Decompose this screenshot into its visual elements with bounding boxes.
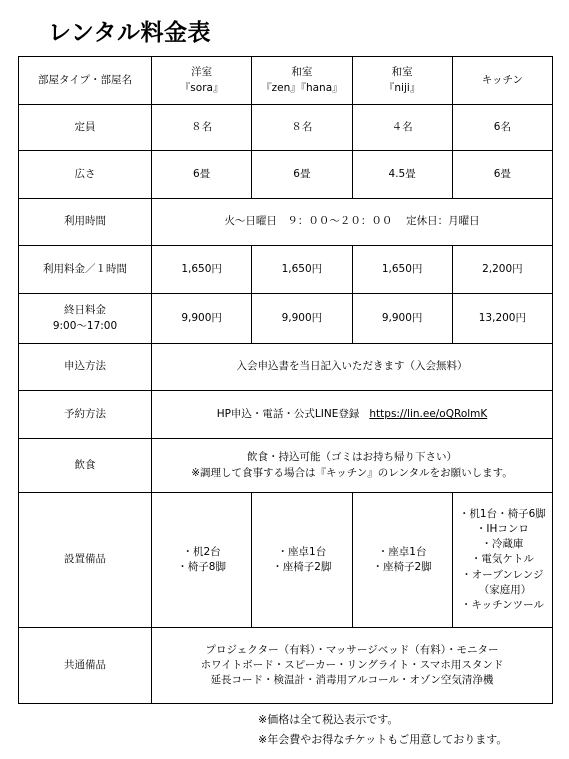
room-name: 『zen』『hana』 [261, 81, 343, 94]
room-header-zen-hana [252, 57, 352, 105]
table-row-size [19, 151, 553, 199]
food-cell [152, 439, 553, 493]
shared-item-line: ホワイトボード・スピーカー・リングライト・スマホ用スタンド [200, 658, 504, 671]
row-label-capacity: 定員 [19, 105, 152, 151]
equipment-item: ・座卓1台 [277, 545, 327, 558]
row-label-size: 広さ [19, 151, 152, 199]
reserve-methods: HP申込・電話・公式LINE登録 [216, 407, 360, 420]
apply-cell: 入会申込書を当日記入いただきます（入会無料） [152, 344, 553, 391]
equipment-item: ・椅子8脚 [177, 561, 226, 573]
equipment-item: ・座椅子2脚 [372, 561, 432, 573]
room-type: 洋室 [191, 66, 213, 79]
room-type: 和室 [391, 66, 413, 79]
row-label-hours: 利用時間 [19, 199, 152, 246]
footnotes [258, 710, 507, 750]
size-cell: 6畳 [152, 151, 252, 199]
line-link[interactable]: https://lin.ee/oQRolmK [369, 407, 488, 420]
page-title: レンタル料金表 [48, 20, 212, 46]
size-cell: 6畳 [252, 151, 352, 199]
row-label-food: 飲食 [19, 439, 152, 493]
table-row-room-header [19, 57, 553, 105]
room-type: キッチン [481, 73, 523, 86]
rental-price-table [18, 56, 553, 704]
table-row-food [19, 439, 553, 493]
equipment-item: ・電気ケトル [470, 553, 534, 566]
capacity-cell: ８名 [252, 105, 352, 151]
room-header-sora [152, 57, 252, 105]
reserve-cell [152, 391, 553, 439]
table-row-hours [19, 199, 553, 246]
table-row-reserve [19, 391, 553, 439]
shared-item-line: 延長コード・検温計・消毒用アルコール・オゾン空気清浄機 [210, 674, 494, 687]
room-name: 『sora』 [179, 81, 224, 94]
equipment-item: ・机1台・椅子6脚 [458, 507, 546, 520]
daily-fee-cell: 9,900円 [352, 294, 452, 344]
daily-fee-time: 9:00〜17:00 [52, 319, 118, 332]
shared-item-line: プロジェクター（有料）・マッサージベッド（有料）・モニター [205, 643, 499, 656]
daily-fee-label: 終日料金 [64, 304, 106, 317]
row-label-apply: 申込方法 [19, 344, 152, 391]
row-label-daily-fee [19, 294, 152, 344]
daily-fee-cell: 13,200円 [452, 294, 552, 344]
room-name: 『niji』 [383, 81, 421, 94]
equipment-item: ・机2台 [182, 545, 221, 558]
equipment-kitchen [452, 493, 552, 628]
table-row-equipment [19, 493, 553, 628]
equipment-item: ・座卓1台 [377, 545, 427, 558]
equipment-item: ・オーブンレンジ [461, 568, 544, 581]
table-row-shared-equipment [19, 628, 553, 704]
room-type: 和室 [291, 66, 313, 79]
capacity-cell: ８名 [152, 105, 252, 151]
hourly-fee-cell: 2,200円 [452, 246, 552, 294]
row-label-shared-equipment: 共通備品 [19, 628, 152, 704]
equipment-zen-hana [252, 493, 352, 628]
row-label-reserve: 予約方法 [19, 391, 152, 439]
row-label-room-type: 部屋タイプ・部屋名 [19, 57, 152, 105]
equipment-item: ・キッチンツール [460, 599, 544, 612]
room-header-kitchen [452, 57, 552, 105]
equipment-item: ・冷蔵庫 [481, 538, 524, 551]
hourly-fee-cell: 1,650円 [252, 246, 352, 294]
equipment-item: ・座椅子2脚 [272, 561, 332, 573]
row-label-equipment: 設置備品 [19, 493, 152, 628]
food-rule: 飲食・持込可能（ゴミはお持ち帰り下さい） [247, 451, 457, 464]
capacity-cell: 6名 [452, 105, 552, 151]
table-row-hourly-fee [19, 246, 553, 294]
room-header-niji [352, 57, 452, 105]
table-row-capacity [19, 105, 553, 151]
capacity-cell: ４名 [352, 105, 452, 151]
daily-fee-cell: 9,900円 [252, 294, 352, 344]
daily-fee-cell: 9,900円 [152, 294, 252, 344]
footnote-tickets: ※年会費やお得なチケットもご用意しております。 [258, 733, 508, 746]
footnote-tax: ※価格は全て税込表示です。 [258, 713, 399, 726]
food-note: ※調理して食事する場合は『キッチン』のレンタルをお願いします。 [191, 466, 513, 479]
equipment-niji [352, 493, 452, 628]
hourly-fee-cell: 1,650円 [352, 246, 452, 294]
table-row-daily-fee [19, 294, 553, 344]
row-label-hourly-fee: 利用料金／１時間 [19, 246, 152, 294]
table-row-apply [19, 344, 553, 391]
hourly-fee-cell: 1,650円 [152, 246, 252, 294]
size-cell: 6畳 [452, 151, 552, 199]
equipment-item: （家庭用） [473, 583, 532, 596]
hours-cell: 火〜日曜日 ９：００〜２０：００ 定休日：月曜日 [152, 199, 553, 246]
equipment-item: ・IHコンロ [475, 522, 529, 535]
size-cell: 4.5畳 [352, 151, 452, 199]
shared-equipment-cell [152, 628, 553, 704]
equipment-sora [152, 493, 252, 628]
